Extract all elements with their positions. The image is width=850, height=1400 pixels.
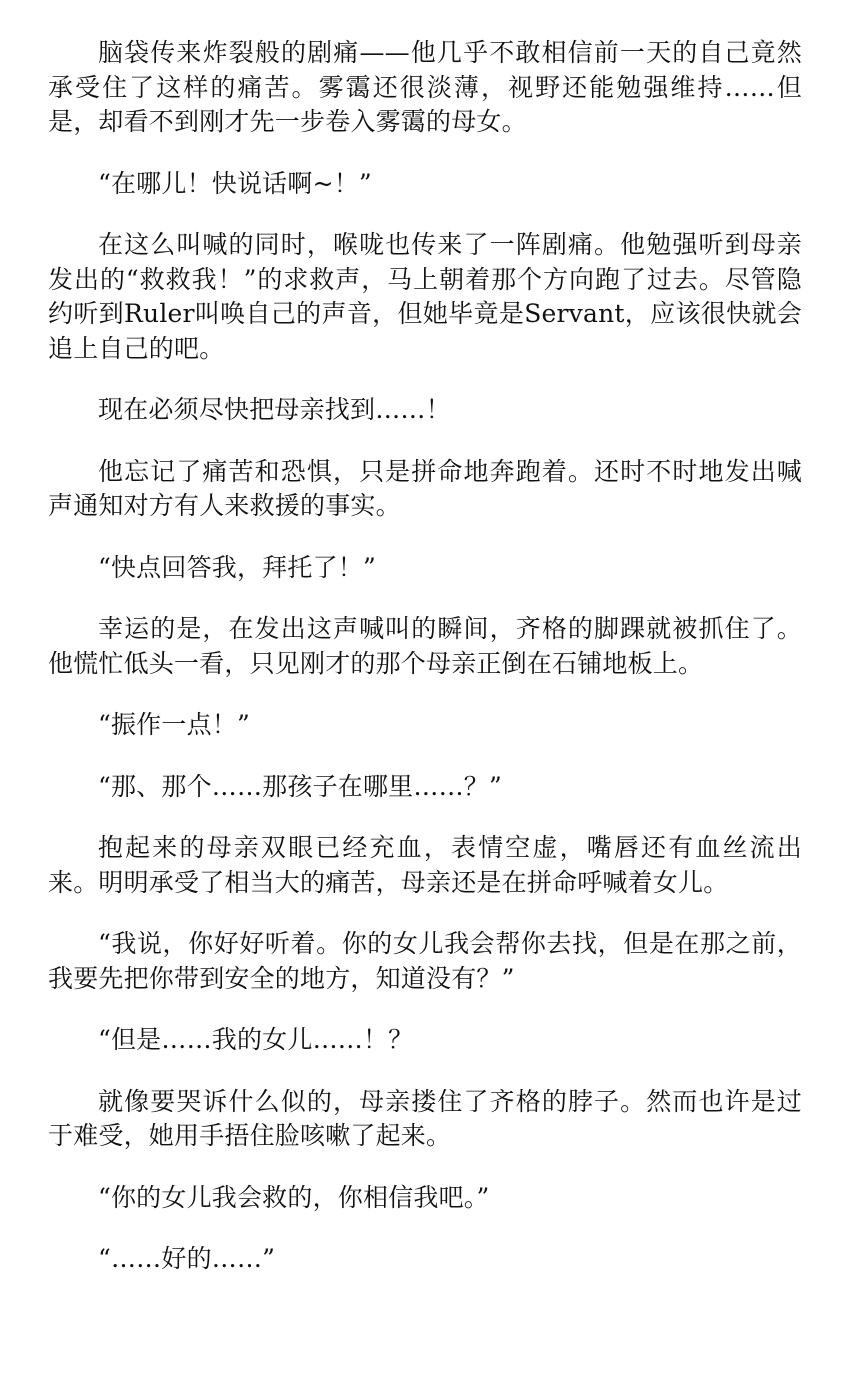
paragraph-6: “快点回答我，拜托了！”	[98, 552, 376, 582]
document-page	[48, 36, 802, 1277]
paragraph-9: “那、那个……那孩子在哪里……？”	[98, 771, 502, 801]
paragraph-5: 他忘记了痛苦和恐惧，只是拼命地奔跑着。还时不时地发出喊声通知对方有人来救援的事实。	[48, 456, 802, 520]
paragraph-13: 就像要哭诉什么似的，母亲搂住了齐格的脖子。然而也许是过于难受，她用手捂住脸咳嗽了起来。	[48, 1086, 802, 1150]
paragraph-8: “振作一点！”	[98, 710, 250, 739]
paragraph-12: “但是……我的女儿……！？	[98, 1025, 414, 1054]
paragraph-11: “我说，你好好听着。你的女儿我会帮你去找，但是在那之前，我要先把你带到安全的地方，知道没有？”	[48, 929, 802, 993]
paragraph-1: 脑袋传来炸裂般的剧痛——他几乎不敢相信前一天的自己竟然承受住了这样的痛苦。雾霭还很淡薄，视野还能勉强维持……但是，却看不到刚才先一步卷入雾霭的母女。	[48, 38, 802, 136]
paragraph-4: 现在必须尽快把母亲找到……！	[98, 395, 451, 424]
paragraph-7: 幸运的是，在发出这声喊叫的瞬间，齐格的脚踝就被抓住了。他慌忙低头一看，只见刚才的那个母亲正倒在石铺地板上。	[48, 614, 802, 678]
paragraph-10: 抱起来的母亲双眼已经充血，表情空虚，嘴唇还有血丝流出来。明明承受了相当大的痛苦，母亲还是在拼命呼喊着女儿。	[48, 833, 802, 897]
paragraph-2: “在哪儿！快说话啊~！”	[98, 168, 372, 198]
paragraph-15: “……好的……”	[98, 1244, 276, 1273]
paragraph-3: 在这么叫喊的同时，喉咙也传来了一阵剧痛。他勉强听到母亲发出的“救救我！”的求救声，马上朝着那个方向跑了过去。尽管隐约听到Ruler叫唤自己的声音，但她毕竟是Servant，应该很快就会追上自己的吧。	[48, 230, 802, 363]
paragraph-14: “你的女儿我会救的，你相信我吧。”	[98, 1182, 490, 1212]
